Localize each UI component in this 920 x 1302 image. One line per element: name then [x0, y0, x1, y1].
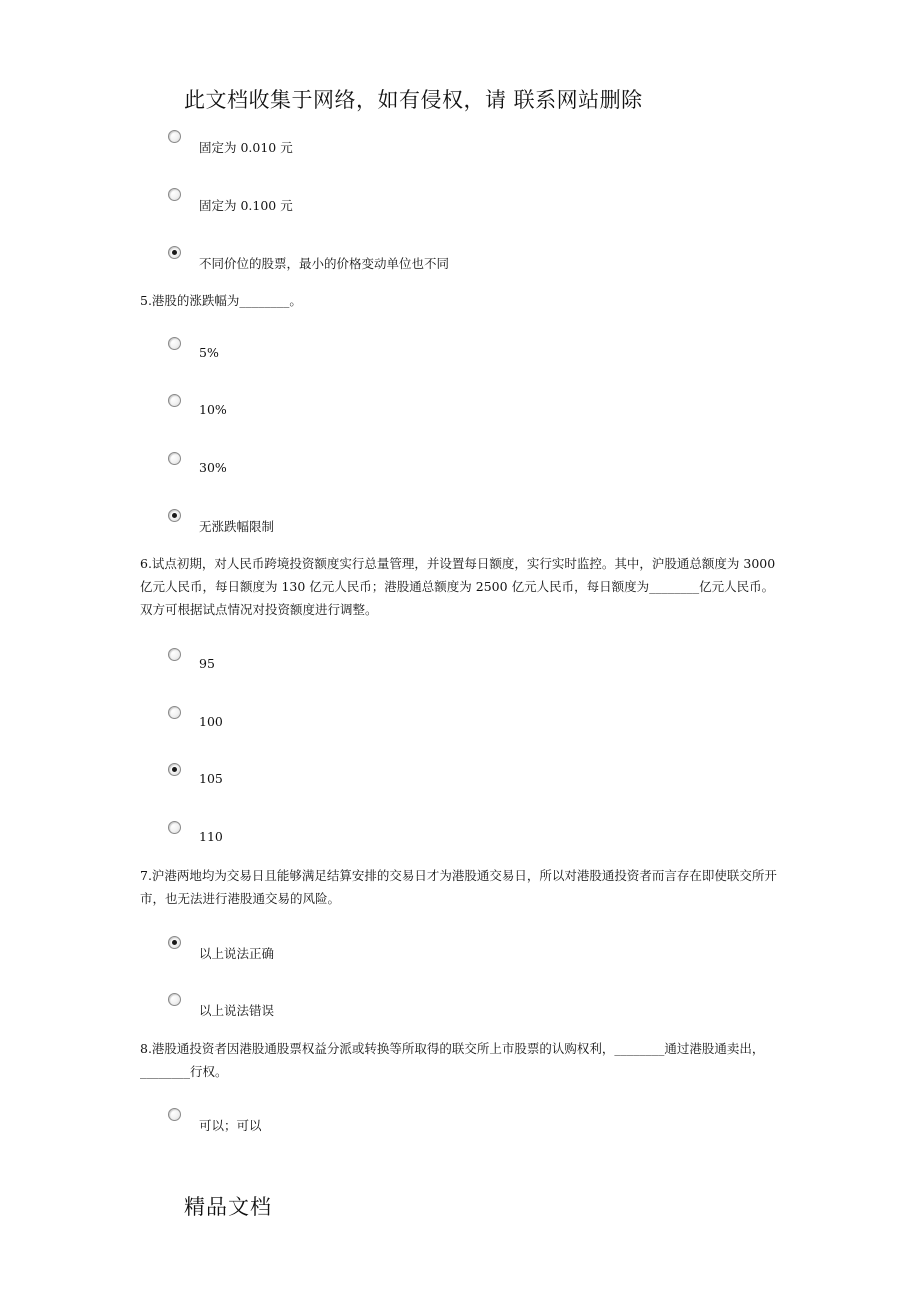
- radio-icon[interactable]: [168, 648, 181, 661]
- q7-option-1[interactable]: [168, 936, 668, 970]
- radio-icon[interactable]: [168, 452, 181, 465]
- radio-icon[interactable]: [168, 188, 181, 201]
- q5-option-2[interactable]: [168, 394, 668, 428]
- option-label: 5%: [199, 345, 219, 360]
- q6-option-2[interactable]: [168, 706, 668, 740]
- q4-option-1[interactable]: [168, 130, 668, 164]
- q8-option-1[interactable]: [168, 1108, 668, 1142]
- radio-icon[interactable]: [168, 394, 181, 407]
- radio-checked-icon[interactable]: [168, 246, 181, 259]
- q7-option-2[interactable]: [168, 993, 668, 1027]
- radio-checked-icon[interactable]: [168, 936, 181, 949]
- radio-icon[interactable]: [168, 993, 181, 1006]
- option-label: 110: [199, 829, 223, 844]
- question-5-text: 5.港股的涨跌幅为________。: [140, 293, 302, 308]
- radio-icon[interactable]: [168, 706, 181, 719]
- option-label: 不同价位的股票，最小的价格变动单位也不同: [199, 256, 450, 271]
- q6-option-3[interactable]: [168, 763, 668, 797]
- radio-icon[interactable]: [168, 337, 181, 350]
- option-label: 固定为 0.100 元: [199, 198, 293, 213]
- option-label: 30%: [199, 460, 227, 475]
- option-label: 105: [199, 771, 223, 786]
- radio-icon[interactable]: [168, 1108, 181, 1121]
- question-6-text: 6.试点初期，对人民币跨境投资额度实行总量管理，并设置每日额度，实行实时监控。其中，沪股通总额度为 3000 亿元人民币，每日额度为 130 亿元人民币；港股通总额度为 2500 亿元人民币，每日额度为________亿元人民币。双方可根据试点情况对投资额度进行调整。: [140, 556, 776, 617]
- question-7-text: 7.沪港两地均为交易日且能够满足结算安排的交易日才为港股通交易日，所以对港股通投资者而言存在即使联交所开市，也无法进行港股通交易的风险。: [140, 868, 777, 906]
- option-label: 以上说法正确: [199, 946, 275, 961]
- option-label: 以上说法错误: [199, 1003, 275, 1018]
- question-8-text: 8.港股通投资者因港股通股票权益分派或转换等所取得的联交所上市股票的认购权利，________通过港股通卖出，________行权。: [140, 1041, 765, 1079]
- radio-checked-icon[interactable]: [168, 509, 181, 522]
- q4-option-3[interactable]: [168, 246, 668, 280]
- option-label: 10%: [199, 402, 227, 417]
- document-footer: 精品文档: [184, 1195, 272, 1219]
- q6-option-4[interactable]: [168, 821, 668, 855]
- document-header: 此文档收集于网络，如有侵权，请 联系网站删除: [184, 88, 643, 112]
- option-label: 固定为 0.010 元: [199, 140, 293, 155]
- radio-checked-icon[interactable]: [168, 763, 181, 776]
- radio-icon[interactable]: [168, 130, 181, 143]
- q4-option-2[interactable]: [168, 188, 668, 222]
- option-label: 可以；可以: [199, 1118, 262, 1133]
- q5-option-3[interactable]: [168, 452, 668, 486]
- q5-option-4[interactable]: [168, 509, 668, 543]
- option-label: 无涨跌幅限制: [199, 519, 275, 534]
- q5-option-1[interactable]: [168, 337, 668, 371]
- option-label: 100: [199, 714, 223, 729]
- q6-option-1[interactable]: [168, 648, 668, 682]
- radio-icon[interactable]: [168, 821, 181, 834]
- option-label: 95: [199, 656, 215, 671]
